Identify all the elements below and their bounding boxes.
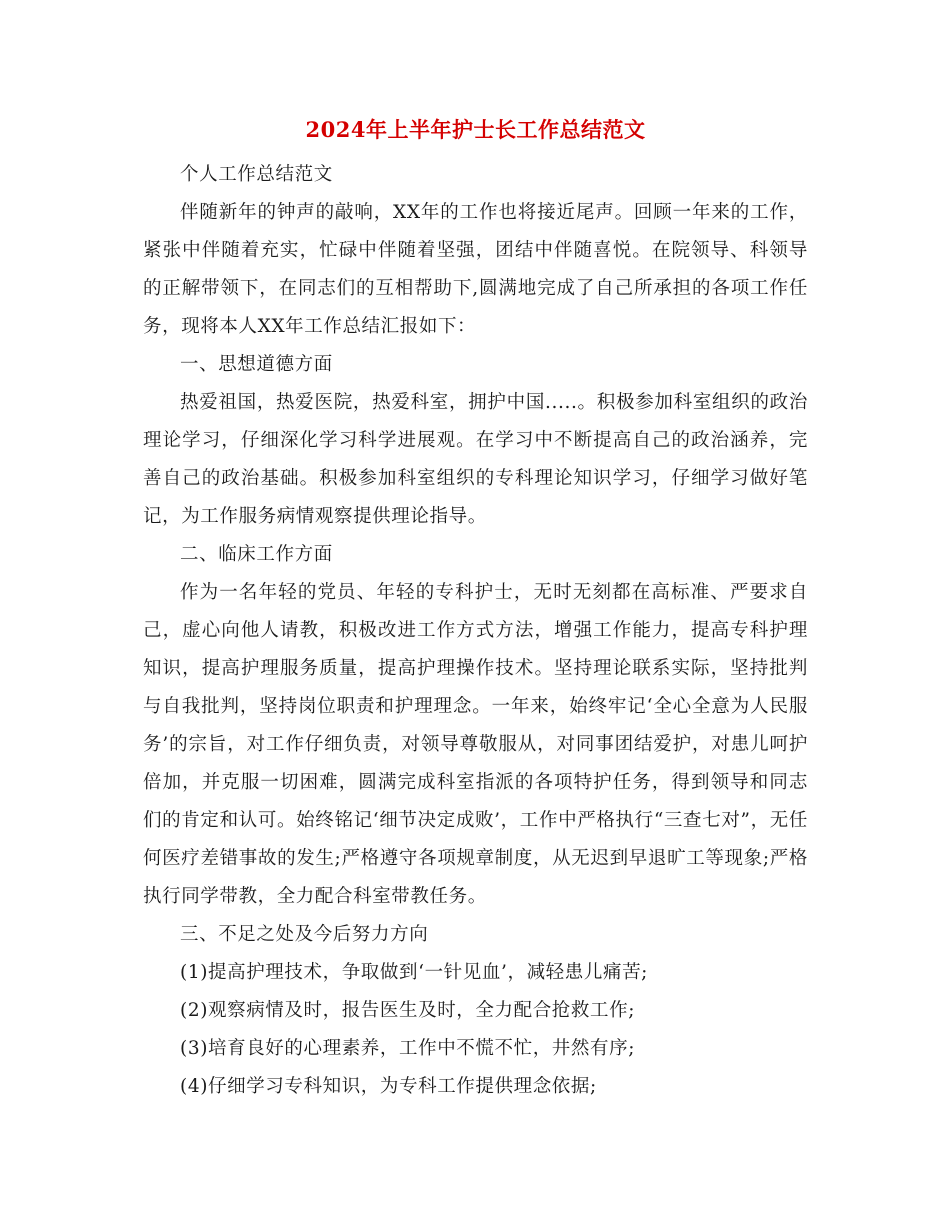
document-title: 2024年上半年护士长工作总结范文 bbox=[305, 117, 646, 142]
document-subtitle: 个人工作总结范文 bbox=[180, 164, 333, 185]
section-heading-ideology: 一、思想道德方面 bbox=[180, 354, 333, 375]
document-page bbox=[143, 110, 808, 1106]
section-heading-clinical: 二、临床工作方面 bbox=[180, 544, 333, 565]
list-item: (2)观察病情及时，报告医生及时，全力配合抢救工作; bbox=[180, 1000, 636, 1021]
list-item: (3)培育良好的心理素养，工作中不慌不忙，井然有序; bbox=[180, 1038, 636, 1059]
list-item: (4)仔细学习专科知识，为专科工作提供理念依据; bbox=[180, 1076, 597, 1097]
section-body-ideology: 热爱祖国，热爱医院，热爱科室，拥护中国.....。积极参加科室组织的政治理论学习，仔细深化学习科学进展观。在学习中不断提高自己的政治涵养，完善自己的政治基础。积极参加科室组织的专科理论知识学习，仔细学习做好笔记，为工作服务病情观察提供理论指导。 bbox=[143, 392, 808, 527]
list-item: (1)提高护理技术，争取做到‘一针见血’，减轻患儿痛苦; bbox=[180, 962, 649, 983]
section-heading-improvement: 三、不足之处及今后努力方向 bbox=[180, 924, 429, 945]
section-body-clinical: 作为一名年轻的党员、年轻的专科护士，无时无刻都在高标准、严要求自己，虚心向他人请教，积极改进工作方式方法，增强工作能力，提高专科护理知识，提高护理服务质量，提高护理操作技术。坚持理论联系实际，坚持批判与自我批判，坚持岗位职责和护理理念。一年来，始终牢记‘全心全意为人民服务’的宗旨，对工作仔细负责，对领导尊敬服从，对同事团结爱护，对患儿呵护倍加，并克服一切困难，圆满完成科室指派的各项特护任务，得到领导和同志们的肯定和认可。始终铭记‘细节决定成败’，工作中严格执行“三查七对”，无任何医疗差错事故的发生;严格遵守各项规章制度，从无迟到早退旷工等现象;严格执行同学带教，全力配合科室带教任务。 bbox=[143, 582, 808, 907]
intro-paragraph: 伴随新年的钟声的敲响，XX年的工作也将接近尾声。回顾一年来的工作，紧张中伴随着充实，忙碌中伴随着坚强，团结中伴随喜悦。在院领导、科领导的正解带领下，在同志们的互相帮助下,圆满地完成了自己所承担的各项工作任务，现将本人XX年工作总结汇报如下： bbox=[143, 202, 808, 337]
